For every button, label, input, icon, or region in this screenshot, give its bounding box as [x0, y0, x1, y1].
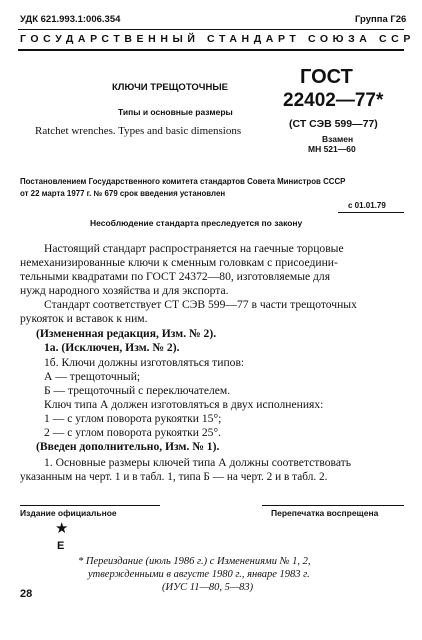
footer-rule-right	[262, 505, 404, 506]
body-line: немеханизированные ключи к сменным головкам с присоедини-	[20, 256, 338, 269]
reprint-prohibited-label: Перепечатка воспрещена	[271, 508, 379, 518]
body-line: нужд народного хозяйства и для экспорта.	[20, 284, 229, 297]
type-b-item: Б — трещоточный с переключателем.	[44, 384, 231, 397]
gost-label: ГОСТ	[300, 66, 353, 88]
replaces-value: МН 521—60	[308, 144, 356, 154]
version-2-item: 2 — с углом поворота рукоятки 25°.	[44, 426, 222, 439]
compliance-warning: Несоблюдение стандарта преследуется по закону	[90, 218, 303, 228]
effective-date: с 01.01.79	[348, 201, 386, 210]
amendment-note: (Введен дополнительно, Изм. № 1).	[36, 440, 220, 453]
page-number: 28	[20, 588, 33, 600]
date-underline	[338, 212, 404, 213]
official-edition-label: Издание официальное	[20, 508, 117, 518]
body-line: тельными квадратами по ГОСТ 24372—80, изготовляемые для	[20, 270, 331, 283]
standard-banner: ГОСУДАРСТВЕННЫЙ СТАНДАРТ СОЮЗА ССР	[20, 33, 415, 45]
header-rule-bottom	[18, 49, 404, 51]
footer-rule-left	[20, 505, 160, 506]
clause-1b: 1б. Ключи должны изготовляться типов:	[44, 356, 245, 369]
document-title: КЛЮЧИ ТРЕЩОТОЧНЫЕ	[112, 82, 228, 93]
replaces-label: Взамен	[322, 134, 354, 144]
group-code: Группа Г26	[355, 14, 407, 25]
udc-code: УДК 621.993.1:006.354	[20, 14, 121, 25]
body-line: Ключ типа А должен изготовляться в двух исполнениях:	[44, 398, 324, 411]
reissue-note-line-1: * Переиздание (июль 1986 г.) с Изменениями № 1, 2,	[78, 556, 311, 567]
version-1-item: 1 — с углом поворота рукоятки 15°;	[44, 412, 222, 425]
gost-number: 22402—77*	[283, 90, 384, 111]
clause-1: 1. Основные размеры ключей типа А должны соответствовать	[44, 456, 352, 469]
reissue-note-line-3: (ИУС 11—80, 5—83)	[162, 582, 254, 593]
decree-line-1: Постановлением Государственного комитета стандартов Совета Министров СССР	[20, 177, 346, 186]
decree-line-2: от 22 марта 1977 г. № 679 срок введения установлен	[20, 189, 226, 198]
clause-1a: 1а. (Исключен, Изм. № 2).	[44, 341, 180, 354]
document-subtitle: Типы и основные размеры	[118, 107, 233, 117]
reissue-note-line-2: утвержденными в августе 1980 г., январе 1983 г.	[88, 569, 310, 580]
star-icon: ★	[55, 519, 69, 537]
header-rule-top	[18, 29, 404, 30]
e-mark: Е	[57, 540, 65, 552]
type-a-item: А — трещоточный;	[44, 370, 141, 383]
st-sev-reference: (СТ СЭВ 599—77)	[289, 118, 378, 130]
body-line: Стандарт соответствует СТ СЭВ 599—77 в части трещоточных	[44, 298, 357, 311]
body-line: рукояток и вставок к ним.	[20, 312, 148, 325]
body-line: Настоящий стандарт распространяется на гаечные торцовые	[44, 242, 344, 255]
body-line: указанным на черт. 1 и в табл. 1, типа Б — на черт. 2 и в табл. 2.	[20, 471, 328, 483]
english-title: Ratchet wrenches. Types and basic dimensions	[35, 125, 242, 137]
amendment-note: (Измененная редакция, Изм. № 2).	[36, 327, 217, 340]
